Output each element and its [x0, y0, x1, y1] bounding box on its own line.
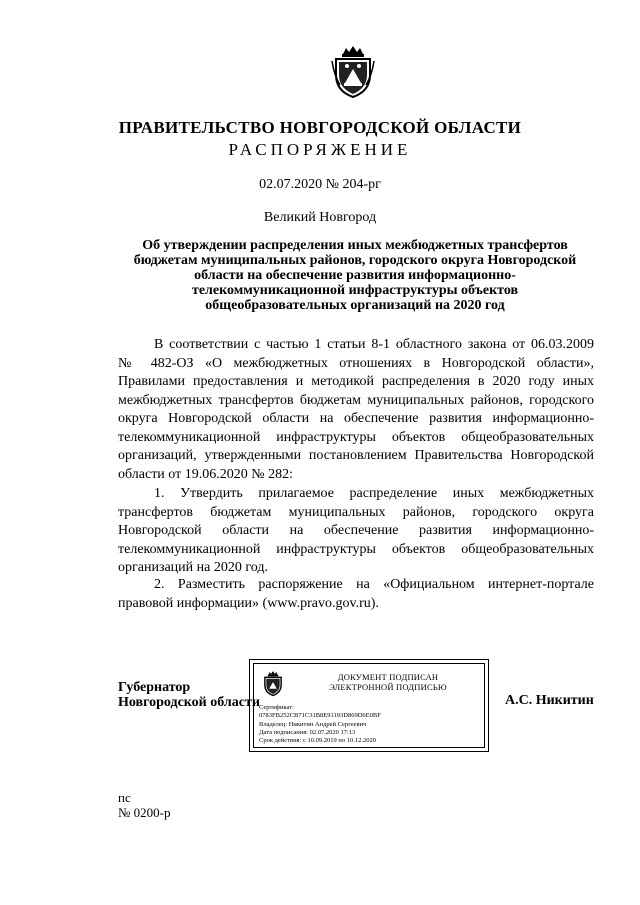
- subject-line: общеобразовательных организаций на 2020 год: [205, 298, 505, 313]
- document-subject: [120, 238, 590, 313]
- stamp-frame: [253, 663, 485, 748]
- stamp-details: [259, 704, 381, 745]
- paragraph-line: межбюджетных трансфертов бюджетам муниципальных районов, городского: [118, 392, 594, 408]
- subject-line: телекоммуникационной инфраструктуры объектов: [191, 283, 519, 298]
- paragraph-line: области от 19.06.2020 № 282:: [118, 466, 293, 482]
- paragraph-line: 2. Разместить распоряжение на «Официальном интернет-портале: [154, 577, 594, 592]
- document-footer: [118, 790, 170, 820]
- item-1-paragraph: [118, 485, 594, 578]
- paragraph-line: организаций на 2020 год.: [118, 560, 268, 575]
- paragraph-line: Новгородской области на обеспечение развития информационно-: [118, 523, 594, 538]
- footer-line: пс: [118, 790, 131, 805]
- stamp-validity: Срок действия: с 10.09.2019 по 10.12.2020: [259, 737, 376, 745]
- document-city: Великий Новгород: [263, 210, 377, 225]
- document-date-number: 02.07.2020 № 204-рг: [259, 177, 381, 192]
- subject-line: бюджетам муниципальных районов, городского округа Новгородской: [133, 253, 577, 268]
- stamp-header: [290, 672, 486, 692]
- paragraph-line: телекоммуникационной инфраструктуры объектов общеобразовательных: [118, 541, 594, 557]
- stamp-header-line: ДОКУМЕНТ ПОДПИСАН: [337, 672, 439, 682]
- footer-line: № 0200-р: [118, 805, 171, 820]
- government-title: ПРАВИТЕЛЬСТВО НОВГОРОДСКОЙ ОБЛАСТИ: [118, 118, 522, 137]
- paragraph-line: Правилами предоставления и методикой распределения в 2020 году иных: [118, 374, 594, 389]
- coat-of-arms-icon: [330, 45, 376, 99]
- paragraph-line: организаций, утвержденными постановлением Правительства Новгородской: [118, 448, 594, 463]
- stamp-cert-number: 0783FB252CB71C31B8E91193D869D6E0BF: [259, 712, 381, 720]
- document-type: РАСПОРЯЖЕНИЕ: [228, 140, 412, 159]
- electronic-signature-stamp: [249, 659, 489, 752]
- paragraph-line: № 482-ОЗ «О межбюджетных отношениях в Новгородской области»,: [118, 355, 594, 371]
- preamble-paragraph: [118, 336, 594, 484]
- subject-line: Об утверждении распределения иных межбюджетных трансфертов: [142, 238, 568, 253]
- paragraph-line: округа Новгородской области на обеспечение развития информационно-: [118, 411, 594, 426]
- stamp-header-line: ЭЛЕКТРОННОЙ ПОДПИСЬЮ: [329, 682, 447, 692]
- signer-name: А.С. Никитин: [505, 693, 594, 708]
- paragraph-line: трансфертов бюджетам муниципальных районов, городского округа: [118, 504, 594, 520]
- subject-line: области на обеспечение развития информационно-: [194, 268, 516, 283]
- signature-title-line: Новгородской области: [118, 695, 260, 710]
- paragraph-line: правовой информации» (www.pravo.gov.ru).: [118, 595, 379, 611]
- stamp-signed-date: Дата подписания: 02.07.2020 17:13: [259, 728, 356, 736]
- item-2-paragraph: [118, 576, 594, 613]
- stamp-cert-label: Сертификат:: [259, 704, 294, 711]
- stamp-coat-of-arms-icon: [262, 670, 284, 697]
- signature-title-line: Губернатор: [118, 680, 191, 695]
- paragraph-line: телекоммуникационной инфраструктуры объектов общеобразовательных: [118, 429, 594, 445]
- signature-title: [118, 680, 260, 710]
- stamp-owner: Владелец: Никитин Андрей Сергеевич: [259, 720, 367, 728]
- paragraph-line: 1. Утвердить прилагаемое распределение иных межбюджетных: [154, 486, 594, 501]
- paragraph-line: В соответствии с частью 1 статьи 8-1 областного закона от 06.03.2009: [154, 337, 594, 352]
